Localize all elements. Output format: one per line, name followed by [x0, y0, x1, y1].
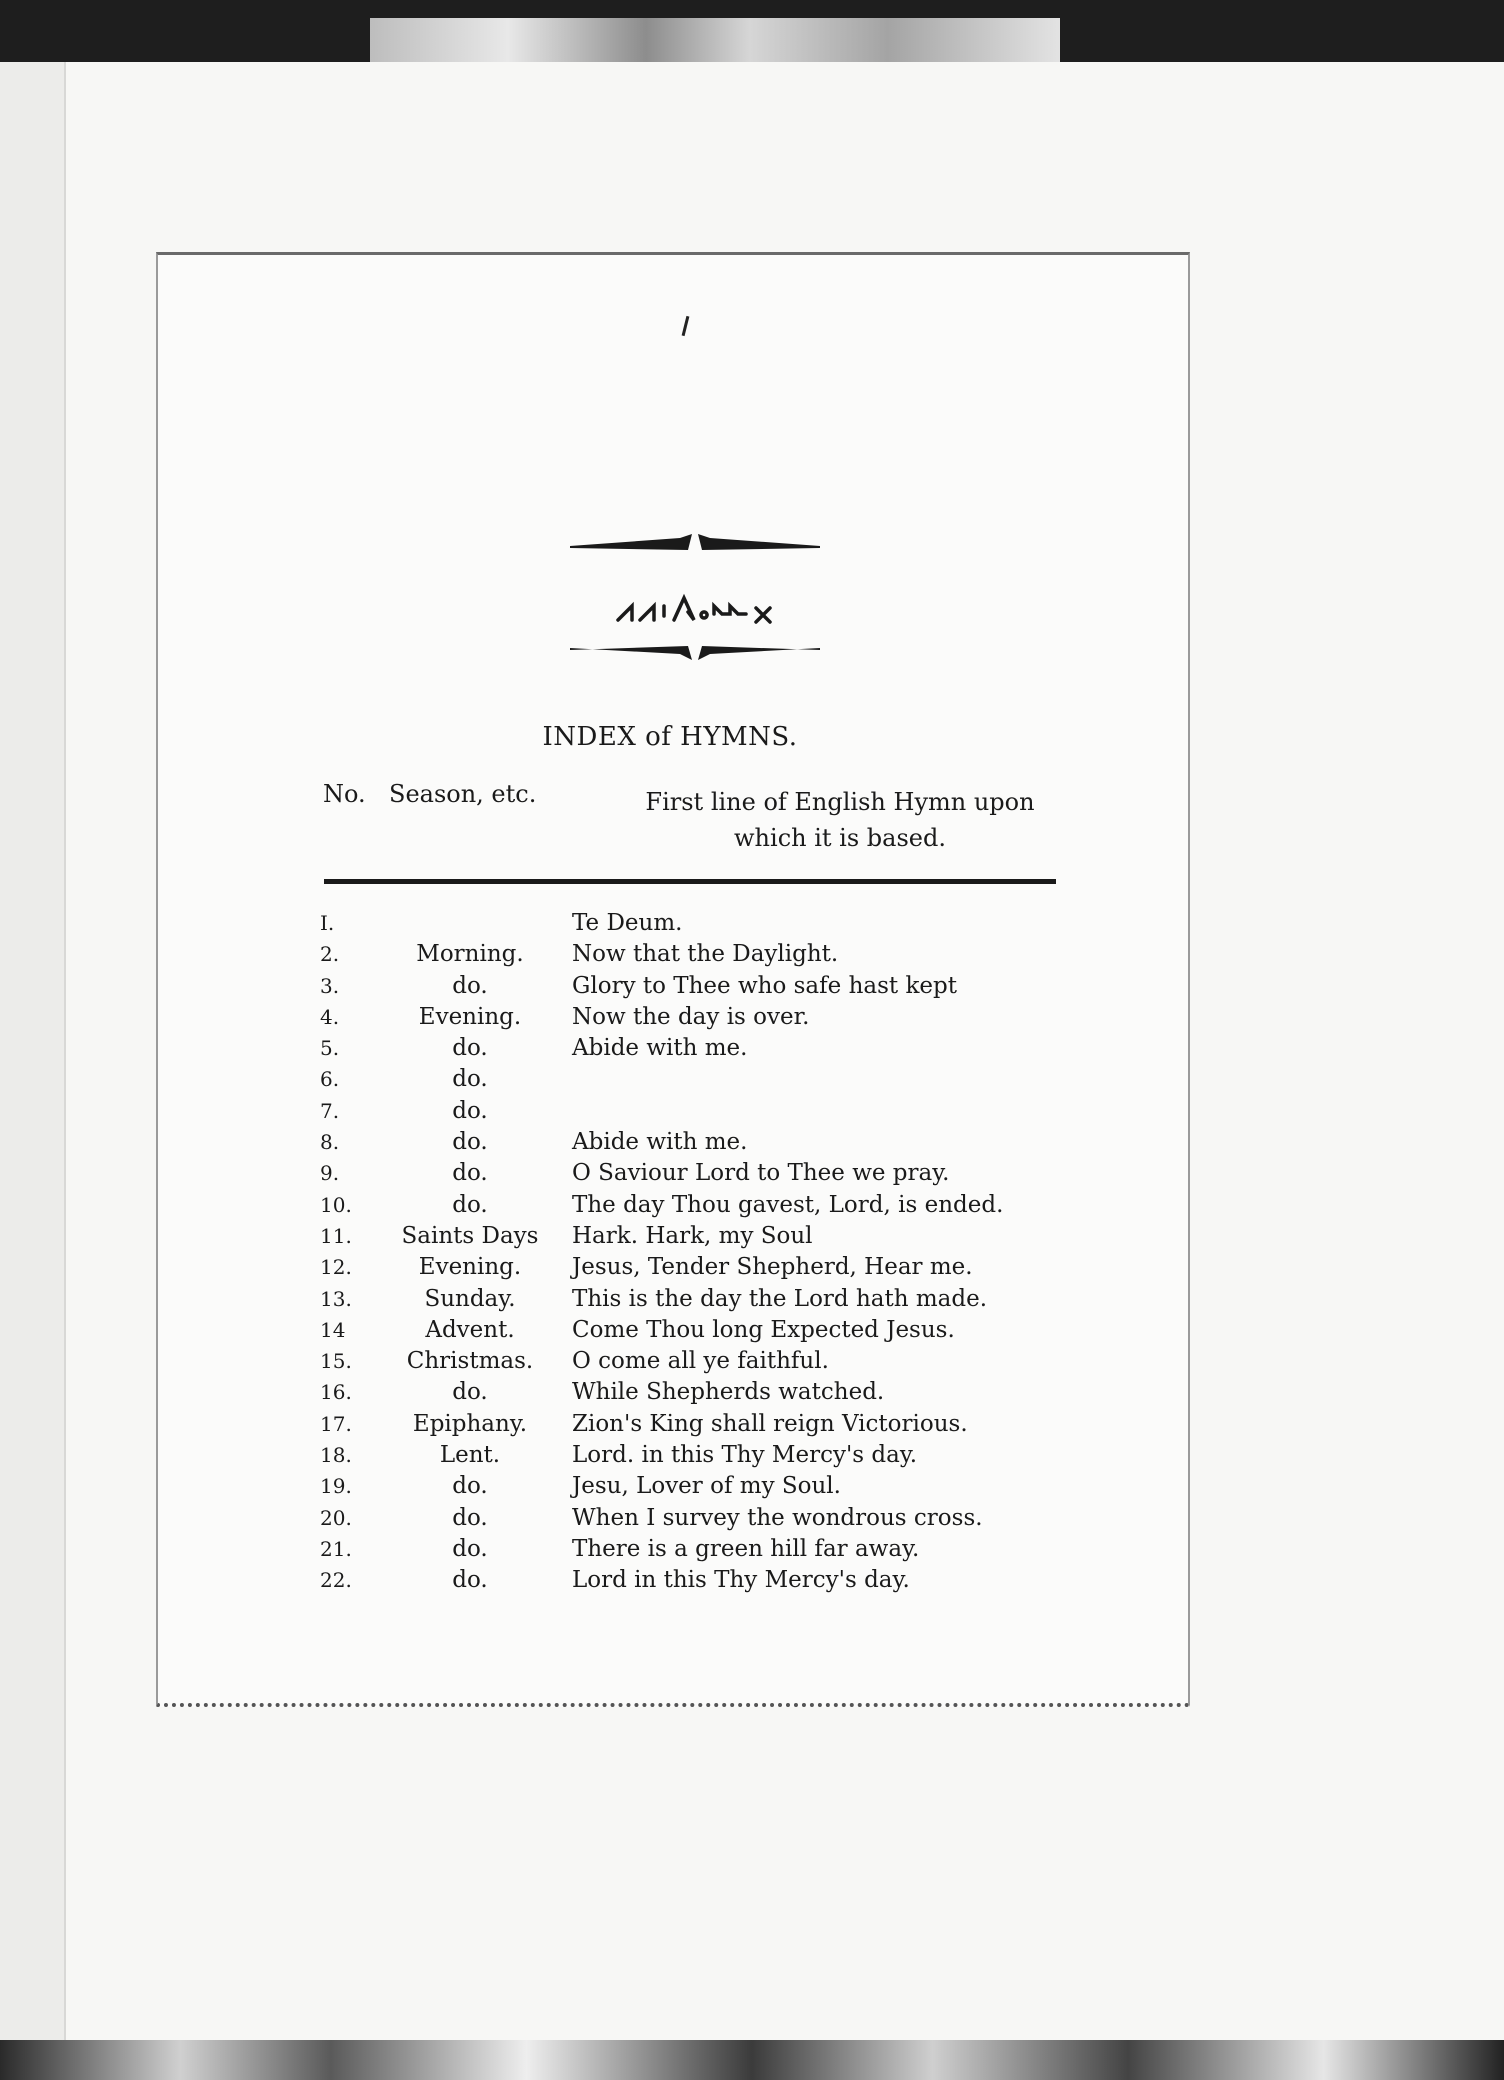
hymn-row — [320, 1158, 1040, 1189]
hymn-number: 8. — [320, 1130, 340, 1155]
scan-bottom-edge — [0, 2040, 1504, 2080]
hymn-season: do. — [452, 972, 488, 999]
hymn-row — [320, 908, 1040, 939]
hymn-number: 21. — [320, 1536, 352, 1561]
hymn-row — [320, 1221, 1040, 1252]
hymn-row — [320, 1033, 1040, 1064]
hymn-season: Saints Days — [401, 1222, 539, 1249]
hymn-first-line: Te Deum. — [572, 910, 683, 936]
hymn-season: Sunday. — [424, 1285, 516, 1312]
hymn-first-line: O come all ye faithful. — [572, 1348, 829, 1375]
hymn-number: 5. — [320, 1036, 340, 1061]
hymn-first-line: Jesu, Lover of my Soul. — [572, 1473, 841, 1500]
hymn-number: 14 — [320, 1317, 346, 1342]
scan-top-edge — [0, 0, 1504, 68]
hymn-row — [320, 1409, 1040, 1440]
hymn-first-line: Come Thou long Expected Jesus. — [572, 1316, 955, 1343]
hymn-first-line: Abide with me. — [572, 1129, 748, 1156]
hymn-number: 12. — [320, 1255, 352, 1280]
ornament-top-icon — [570, 532, 820, 554]
hymn-first-line: O Saviour Lord to Thee we pray. — [572, 1160, 950, 1187]
hymn-first-line: There is a green hill far away. — [572, 1535, 920, 1562]
hymn-season: do. — [452, 1535, 488, 1562]
hymn-number: 9. — [320, 1161, 340, 1186]
hymn-first-line: Jesus, Tender Shepherd, Hear me. — [572, 1254, 973, 1281]
hymn-row — [320, 1064, 1040, 1095]
hymn-first-line: Now that the Daylight. — [572, 941, 839, 968]
hymn-number: 16. — [320, 1380, 352, 1405]
hymn-first-line: Zion's King shall reign Victorious. — [572, 1410, 968, 1437]
hymn-row — [320, 971, 1040, 1002]
hymn-number: 4. — [320, 1004, 340, 1029]
hymn-season: Evening. — [418, 1003, 522, 1030]
hymn-first-line: The day Thou gavest, Lord, is ended. — [572, 1191, 1004, 1218]
hymn-season: Evening. — [418, 1254, 522, 1281]
hymn-number: 3. — [320, 973, 340, 998]
hymn-number: 15. — [320, 1349, 352, 1374]
hymn-first-line: When I survey the wondrous cross. — [572, 1504, 983, 1531]
hymn-number: 22. — [320, 1568, 352, 1593]
hymn-number: 17. — [320, 1411, 352, 1436]
hymn-season: do. — [452, 1191, 488, 1218]
hymn-season: do. — [452, 1097, 488, 1124]
hymn-season: do. — [452, 1066, 488, 1093]
hymn-row — [320, 1096, 1040, 1127]
ornament-bottom-icon — [570, 642, 820, 664]
column-header-first-line — [600, 784, 1080, 856]
hymn-first-line: Abide with me. — [572, 1035, 748, 1062]
index-title: INDEX of HYMNS. — [542, 722, 798, 752]
hymn-row — [320, 1503, 1040, 1534]
hymn-first-line: Lord in this Thy Mercy's day. — [572, 1567, 910, 1594]
monogram-glyph-icon — [610, 584, 800, 630]
hymn-season: do. — [452, 1473, 488, 1500]
hymn-number: I. — [320, 911, 335, 935]
hymn-first-line: While Shepherds watched. — [572, 1379, 885, 1406]
hymn-row — [320, 1002, 1040, 1033]
hymn-first-line: Lord. in this Thy Mercy's day. — [572, 1442, 918, 1469]
adjacent-page-strip — [370, 18, 1060, 66]
hymn-row — [320, 1284, 1040, 1315]
hymn-season: Lent. — [439, 1442, 501, 1469]
hymn-number: 13. — [320, 1286, 352, 1311]
column-header-first-line-1: First line of English Hymn upon — [645, 788, 1035, 816]
hymn-first-line: This is the day the Lord hath made. — [572, 1285, 987, 1312]
column-header-no: No. — [323, 780, 366, 808]
hymn-first-line: Hark. Hark, my Soul — [572, 1222, 813, 1249]
hymn-number: 20. — [320, 1505, 352, 1530]
hymn-number: 7. — [320, 1098, 340, 1123]
hymn-row — [320, 1565, 1040, 1596]
hymn-number: 19. — [320, 1474, 352, 1499]
hymn-season: do. — [452, 1160, 488, 1187]
book-gutter — [0, 62, 64, 2040]
hymn-season: do. — [452, 1567, 488, 1594]
hymn-row — [320, 1190, 1040, 1221]
hymn-season: do. — [452, 1129, 488, 1156]
hymn-season: do. — [452, 1504, 488, 1531]
hymn-row — [320, 1315, 1040, 1346]
hymn-season: Morning. — [416, 941, 524, 968]
hymn-row — [320, 1127, 1040, 1158]
syllabic-monogram — [610, 584, 800, 630]
hymn-row — [320, 1252, 1040, 1283]
hymn-first-line: Glory to Thee who safe hast kept — [572, 972, 957, 999]
hymn-number: 2. — [320, 942, 340, 967]
header-rule — [324, 879, 1056, 884]
hymn-season: Epiphany. — [412, 1410, 528, 1437]
hymn-row — [320, 1377, 1040, 1408]
hymn-row — [320, 1440, 1040, 1471]
hymn-season: do. — [452, 1379, 488, 1406]
hymn-number: 6. — [320, 1067, 340, 1092]
hymn-season: do. — [452, 1035, 488, 1062]
hymn-number: 18. — [320, 1443, 352, 1468]
hymn-number: 10. — [320, 1192, 352, 1217]
hymn-row — [320, 1471, 1040, 1502]
column-header-season: Season, etc. — [389, 780, 537, 808]
hymn-season: Christmas. — [406, 1348, 534, 1375]
hymn-row — [320, 1534, 1040, 1565]
column-header-first-line-2: which it is based. — [734, 824, 946, 852]
hymn-season: Advent. — [425, 1316, 515, 1343]
hymn-first-line: Now the day is over. — [572, 1003, 810, 1030]
hymn-row — [320, 939, 1040, 970]
hymn-list — [320, 908, 1040, 1597]
hymn-row — [320, 1346, 1040, 1377]
hymn-number: 11. — [320, 1223, 352, 1248]
